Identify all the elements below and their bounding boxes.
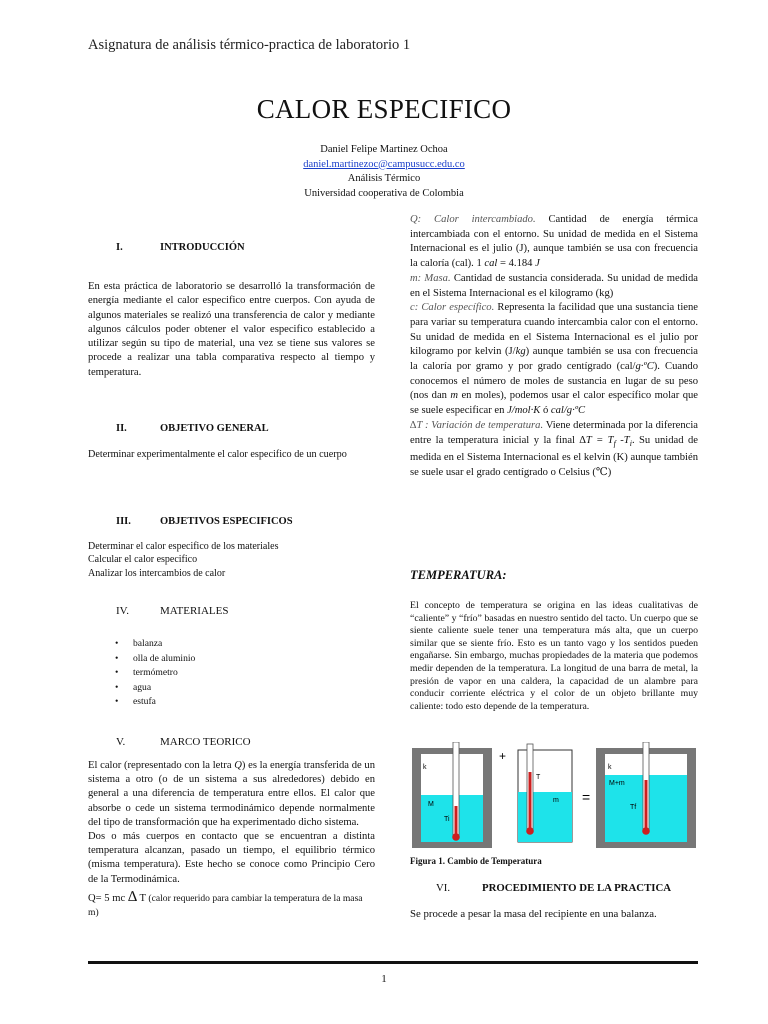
fig-label: M+m	[609, 780, 625, 787]
temperatura-paragraph: El concepto de temperatura se origina en las ideas cualitativas de “caliente” y “frío” basadas en nuestro sentido del tacto. Un cuerpo que se siente caliente suele tener una temperatura más alta, que un cuerpo similar que se siente frío. Esto es un tanto vago y los sentidos pueden engañarse. Sin embargo, muchas propiedades de la materia que podemos medir dependen de la temperatura. La longitud de una barra de metal, la presión de vapor en una caldera, la capacidad de un alambre para conducir corriente eléctrica y el color de un objeto brillante muy caliente: todo esto depende de la temperatura.	[410, 600, 698, 712]
fig-label: Ti	[444, 816, 450, 823]
author-university: Universidad cooperativa de Colombia	[304, 187, 464, 199]
temperature-change-figure	[410, 742, 698, 850]
running-header: Asignatura de análisis térmico-practica de laboratorio 1	[88, 37, 411, 53]
procedimiento-text: Se procede a pesar la masa del recipiente en una balanza.	[410, 908, 657, 920]
footer-rule	[88, 961, 698, 964]
fig-label: k	[423, 764, 427, 771]
material-item: • agua	[88, 681, 375, 696]
marco-paragraph-2: Dos o más cuerpos en contacto que se encuentran a distinta temperatura alcanzan, pasado un tiempo, el equilibrio térmico (misma temperatura). Este hecho se conoce como Principio Cero de la Termodinámica.	[88, 831, 375, 885]
fig-plus: +	[499, 749, 507, 763]
definitions-block: Q: Calor intercambiado. Cantidad de energía térmica intercambiada con el entorno. Su unidad de medida en el Sistema Internacional es el julio (J), aunque también se usa con frecuencia la caloría (cal). 1 cal = 4.184 J m: Masa. Cantidad de sustancia considerada. Su unidad de medida en el Sistema Internacional es el kilogramo (kg) c: Calor específico. Representa la facilidad que una sustancia tiene para variar su temperatura cuando intercambia calor con el entorno. Su unidad de medida en el Sistema Internacional es el julio por kilogramo por kelvin (J/kg) aunque también se usa con frecuencia la caloría por gramo y por grado centígrado (cal/g·ºC). Cuando conocemos el número de moles de sustancia en lugar de su peso (nos dan m en moles), podemos usar el calor específico molar que se suele especificar en J/mol·K ó cal/g·ºC ∆T : Variación de temperatura. Viene determinada por la diferencia entre la temperatura inicial y la final $\Delta T = T_f$ $-T_i$. Su unidad de medida en el Sistema Internacional es el kelvin (K) aunque también se suele usar el grado centígrado o Celsius (℃)	[410, 214, 699, 479]
objetivo-item: Analizar los intercambios de calor	[88, 567, 226, 579]
fig-equals: =	[582, 789, 591, 805]
fig-label: Tf	[630, 804, 637, 811]
author-email-link[interactable]: daniel.martinezoc@campusucc.edu.co	[303, 158, 465, 170]
formula: Q= 5 mc ∆ T (calor requerido para cambiar la temperatura de la masa m)	[88, 888, 363, 919]
objetivo-item: Calcular el calor especifico	[88, 554, 198, 566]
beaker-m	[518, 750, 572, 842]
material-item: • balanza	[88, 637, 375, 652]
material-item: • termómetro	[88, 666, 375, 681]
objetivo-item: Determinar el calor especifico de los materiales	[88, 541, 279, 552]
marco-paragraph-1: El calor (representado con la letra Q) es la energía transferida de un sistema a otro (o de un sistema a sus alrededores) debido en general a una diferencia de temperatura entre ellos. El calor que absorbe o cede un sistema termodinámico depende normalmente del tipo de transformación que ha experimentado dicho sistema.	[88, 760, 375, 828]
objetivos-especificos-list	[88, 540, 375, 580]
fig-label: T	[536, 774, 541, 781]
fig-label: m	[553, 797, 559, 804]
thermometer-left	[452, 742, 460, 841]
page-number: 1	[381, 973, 387, 985]
material-item: • estufa	[88, 695, 375, 710]
paper-title: CALOR ESPECIFICO	[256, 94, 512, 124]
container-k-initial	[412, 748, 492, 848]
fig-label: M	[428, 801, 434, 808]
author-dept: Análisis Térmico	[347, 173, 421, 184]
thermometer-middle	[526, 744, 534, 835]
intro-paragraph: En esta práctica de laboratorio se desarrolló la transformación de energía mediante el calor especifico entre cuerpos. Con ayuda de algunos materiales se realizó una transferencia de calor y mediante algunos cálculos poder obtener el valor especifico establecido a utilizar según su tipo de material, una vez se tiene sus valores se procede a realizar una tabla comparativa respecto al tiempo y temperatura.	[88, 281, 375, 378]
fig-label: k	[608, 764, 612, 771]
author-block	[0, 143, 768, 201]
material-item: • olla de aluminio	[88, 652, 375, 667]
marco-teorico-text	[88, 759, 375, 920]
author-name: Daniel Felipe Martinez Ochoa	[320, 144, 448, 155]
figure-caption: Figura 1. Cambio de Temperatura	[410, 856, 542, 866]
thermometer-right	[642, 742, 650, 835]
objetivo-general-text: Determinar experimentalmente el calor especifico de un cuerpo	[88, 449, 347, 460]
temperatura-heading: TEMPERATURA:	[410, 568, 507, 582]
materiales-list	[88, 637, 375, 710]
